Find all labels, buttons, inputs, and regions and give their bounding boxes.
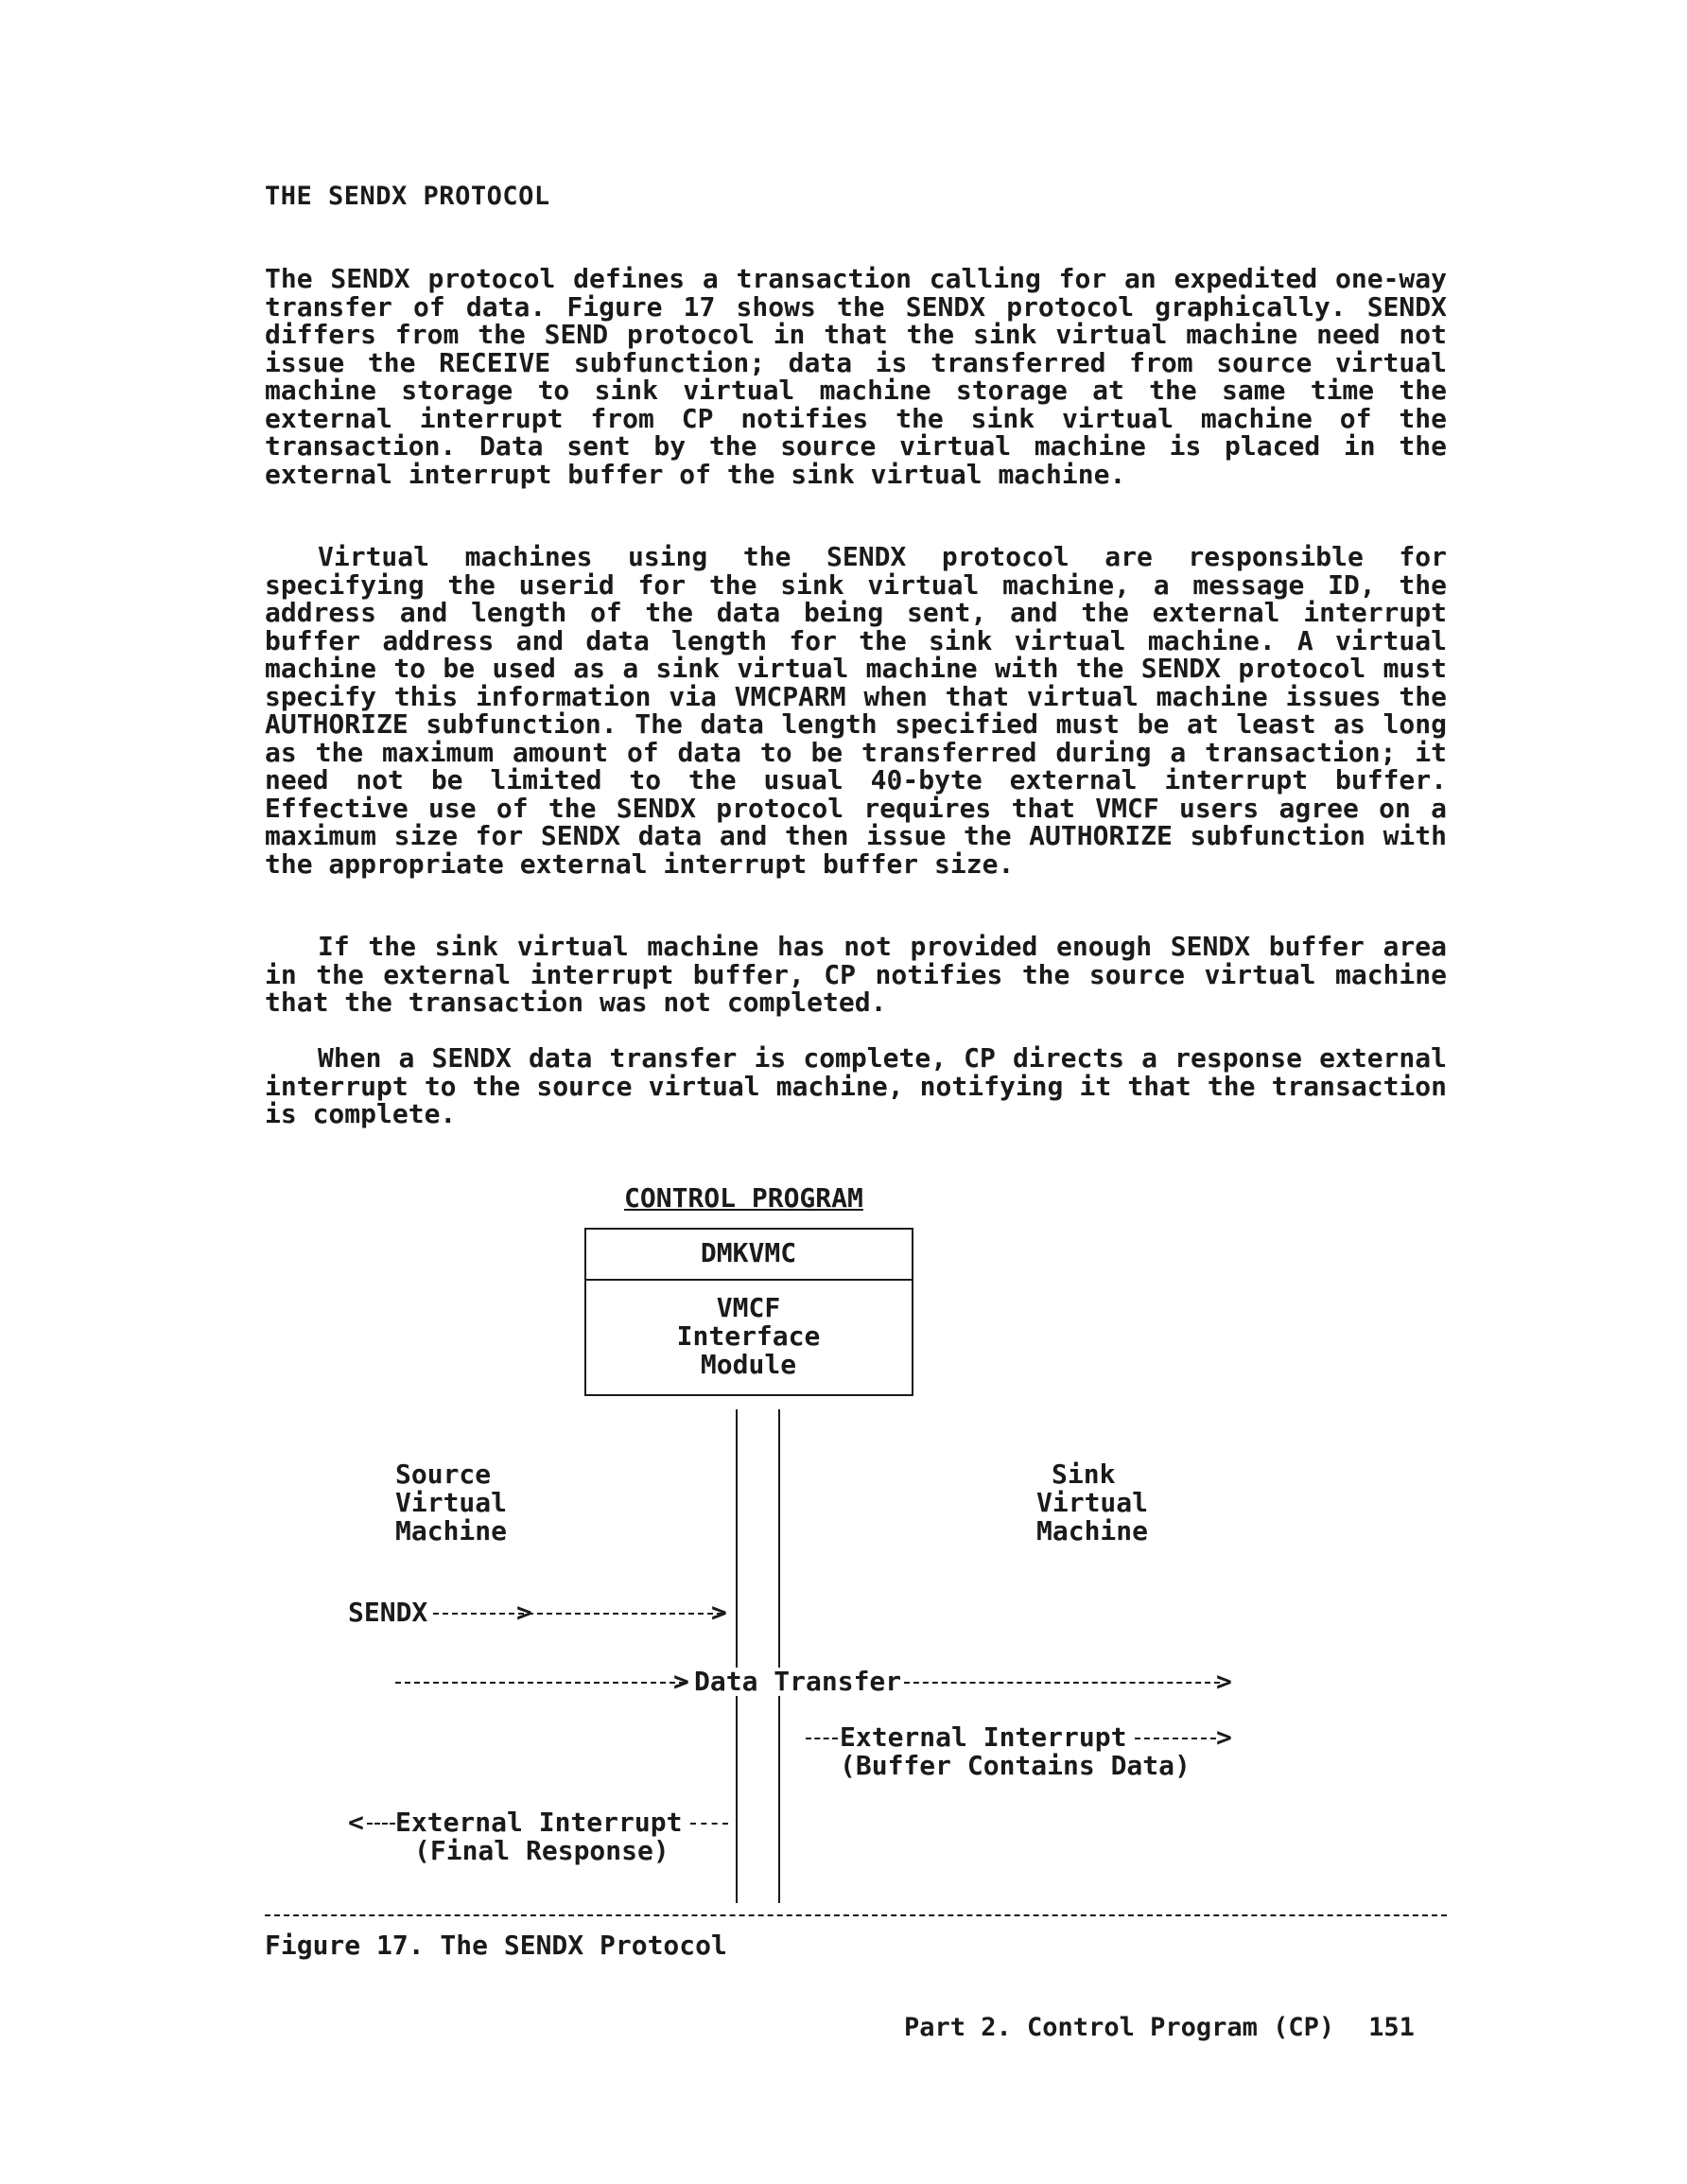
sink-interrupt-label: External Interrupt	[840, 1721, 1127, 1753]
figure-caption: Figure 17. The SENDX Protocol	[265, 1930, 727, 1961]
channel-line-left	[736, 1409, 738, 1903]
data-transfer-line-left	[395, 1682, 685, 1684]
box-line-1: VMCF	[716, 1292, 781, 1323]
data-transfer-head-left: >	[673, 1666, 689, 1697]
page-number: 151	[1368, 2013, 1415, 2042]
box-divider	[586, 1279, 912, 1281]
paragraph-1: The SENDX protocol defines a transaction calling for an expedited one-way transfer of data. Figure 17 shows the SENDX protocol graphically. SENDX differs from the SEND protocol in that the sink virtual machine need not issue the RECEIVE subfunction; data is transferred from source virtual machine storage to sink virtual machine storage at the same time the external interrupt from CP notifies the sink virtual machine of the transaction. Data sent by the source virtual machine is placed in the external interrupt buffer of the sink virtual machine.	[265, 263, 1447, 490]
sendx-arrow-head-2: >	[711, 1597, 727, 1628]
sendx-label: SENDX	[348, 1597, 428, 1628]
sendx-arrow-line	[433, 1613, 722, 1615]
sink-label-3: Machine	[1036, 1515, 1149, 1546]
source-label-3: Machine	[395, 1515, 508, 1546]
sink-label-1: Sink	[1052, 1459, 1116, 1490]
paragraph-4: When a SENDX data transfer is complete, CP directs a response external interrupt to the source virtual machine, notifying it that the transaction is complete.	[265, 1042, 1447, 1129]
figure-bottom-rule	[265, 1914, 1447, 1916]
control-program-box	[584, 1228, 913, 1396]
source-interrupt-label: External Interrupt	[395, 1807, 683, 1838]
final-response-note: (Final Response)	[414, 1835, 670, 1866]
sendx-arrow-head-1: >	[516, 1597, 532, 1628]
channel-line-right	[778, 1409, 780, 1903]
box-line-3: Module	[700, 1349, 797, 1380]
figure-title: CONTROL PROGRAM	[624, 1182, 863, 1214]
data-transfer-head-right: >	[1216, 1666, 1232, 1697]
data-transfer-line-right	[904, 1682, 1220, 1684]
box-top-label: DMKVMC	[700, 1237, 797, 1268]
source-interrupt-line-right	[690, 1823, 728, 1825]
sink-interrupt-line-left	[806, 1738, 838, 1739]
box-line-2: Interface	[676, 1320, 821, 1352]
buffer-note: (Buffer Contains Data)	[840, 1750, 1191, 1781]
page-footer	[904, 2013, 1415, 2042]
sink-label-2: Virtual	[1036, 1487, 1149, 1518]
section-heading: THE SENDX PROTOCOL	[265, 182, 550, 211]
paragraph-3: If the sink virtual machine has not provided enough SENDX buffer area in the external interrupt buffer, CP notifies the source virtual machine that the transaction was not completed.	[265, 931, 1447, 1018]
paragraph-2: Virtual machines using the SENDX protocol are responsible for specifying the userid for the sink virtual machine, a message ID, the address and length of the data being sent, and the external interrupt buffer address and data length for the sink virtual machine. A virtual machine to be used as a sink virtual machine with the SENDX protocol must specify this information via VMCPARM when that virtual machine issues the AUTHORIZE subfunction. The data length specified must be at least as long as the maximum amount of data to be transferred during a transaction; it need not be limited to the usual 40-byte external interrupt buffer. Effective use of the SENDX protocol requires that VMCF users agree on a maximum size for SENDX data and then issue the AUTHORIZE subfunction with the appropriate external interrupt buffer size.	[265, 541, 1447, 880]
source-interrupt-head: <	[348, 1807, 364, 1838]
source-interrupt-line-left	[367, 1823, 395, 1825]
footer-text: Part 2. Control Program (CP)	[904, 2013, 1335, 2042]
source-label-1: Source	[395, 1459, 492, 1490]
sink-interrupt-head: >	[1216, 1721, 1232, 1753]
data-transfer-label: Data Transfer	[690, 1668, 905, 1696]
source-label-2: Virtual	[395, 1487, 508, 1518]
sink-interrupt-line-right	[1135, 1738, 1216, 1739]
